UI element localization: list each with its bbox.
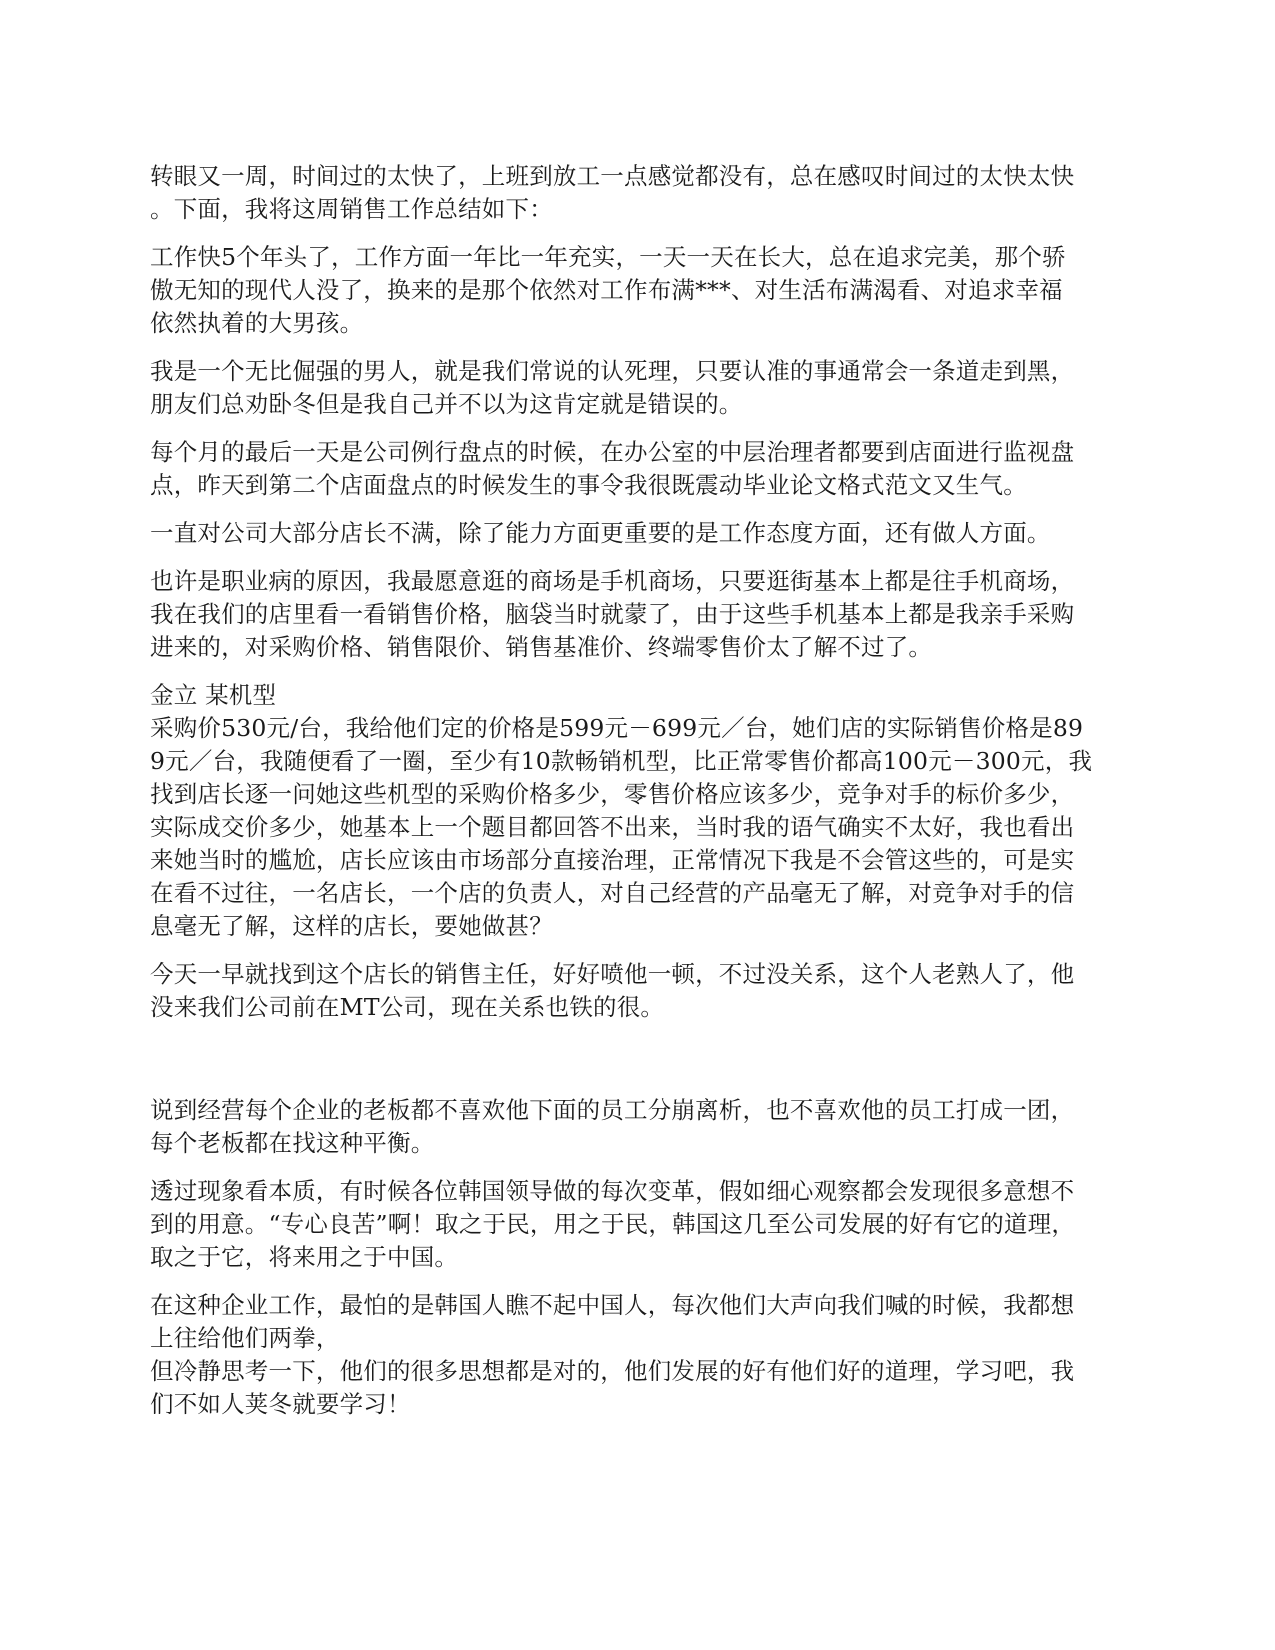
paragraph-work-years: 工作快5个年头了，工作方面一年比一年充实，一天一天在长大，总在追求完美，那个骄 傲无知的现代人没了，换来的是那个依然对工作布满***、对生活布满渴看、对追求幸福 依然执着的大男孩。 (150, 243, 1066, 337)
paragraph-model-heading: 金立 某机型 (150, 681, 277, 709)
paragraph-stubborn: 我是一个无比倔强的男人，就是我们常说的认死理，只要认准的事通常会一条道走到黑， 朋友们总劝卧冬但是我自己并不以为这肯定就是错误的。 (150, 357, 1075, 418)
paragraph-phone-mall: 也许是职业病的原因，我最愿意逛的商场是手机商场，只要逛街基本上都是往手机商场， 我在我们的店里看一看销售价格，脑袋当时就蒙了，由于这些手机基本上都是我亲手采购 进来的，对采购价格、销售限价、销售基准价、终端零售价太了解不过了。 (150, 567, 1075, 661)
paragraph-store-managers: 一直对公司大部分店长不满，除了能力方面更重要的是工作态度方面，还有做人方面。 (150, 519, 1051, 547)
paragraph-learning: 在这种企业工作，最怕的是韩国人瞧不起中国人，每次他们大声向我们喊的时候，我都想 上往给他们两拳， 但冷静思考一下，他们的很多思想都是对的，他们发展的好有他们好的道理，学习吧，我 们不如人荚冬就要学习！ (150, 1291, 1075, 1418)
paragraph-inventory: 每个月的最后一天是公司例行盘点的时候，在办公室的中层治理者都要到店面进行监视盘 点，昨天到第二个店面盘点的时候发生的事令我很既震动毕业论文格式范文又生气。 (150, 438, 1075, 499)
paragraph-korean-reform: 透过现象看本质，有时候各位韩国领导做的每次变革，假如细心观察都会发现很多意想不 到的用意。“专心良苦”啊！取之于民，用之于民，韩国这几至公司发展的好有它的道理， 取之于它，将来用之于中国。 (150, 1177, 1076, 1271)
paragraph-balance: 说到经营每个企业的老板都不喜欢他下面的员工分崩离析，也不喜欢他的员工打成一团， 每个老板都在找这种平衡。 (150, 1096, 1075, 1157)
paragraph-pricing: 采购价530元/台，我给他们定的价格是599元－699元／台，她们店的实际销售价格是89 9元／台，我随便看了一圈，至少有10款畅销机型，比正常零售价都高100元－300元，我 找到店长逐一问她这些机型的采购价格多少，零售价格应该多少，竞争对手的标价多少， 实际成交价多少，她基本上一个题目都回答不出来，当时我的语气确实不太好，我也看出 来她当时的尴尬，店长应该由市场部分直接治理，正常情况下我是不会管这些的，可是实 在看不过往，一名店长，一个店的负责人，对自己经营的产品毫无了解，对竞争对手的信 息毫无了解，这样的店长，要她做甚？ (150, 714, 1093, 940)
section-gap (150, 1039, 1125, 1094)
paragraph-sales-director: 今天一早就找到这个店长的销售主任，好好喷他一顿，不过没关系，这个人老熟人了，他 没来我们公司前在MT公司，现在关系也铁的很。 (150, 960, 1075, 1021)
paragraph-intro: 转眼又一周，时间过的太快了，上班到放工一点感觉都没有，总在感叹时间过的太快太快 。下面，我将这周销售工作总结如下： (150, 162, 1075, 223)
document-page (150, 160, 1125, 1436)
